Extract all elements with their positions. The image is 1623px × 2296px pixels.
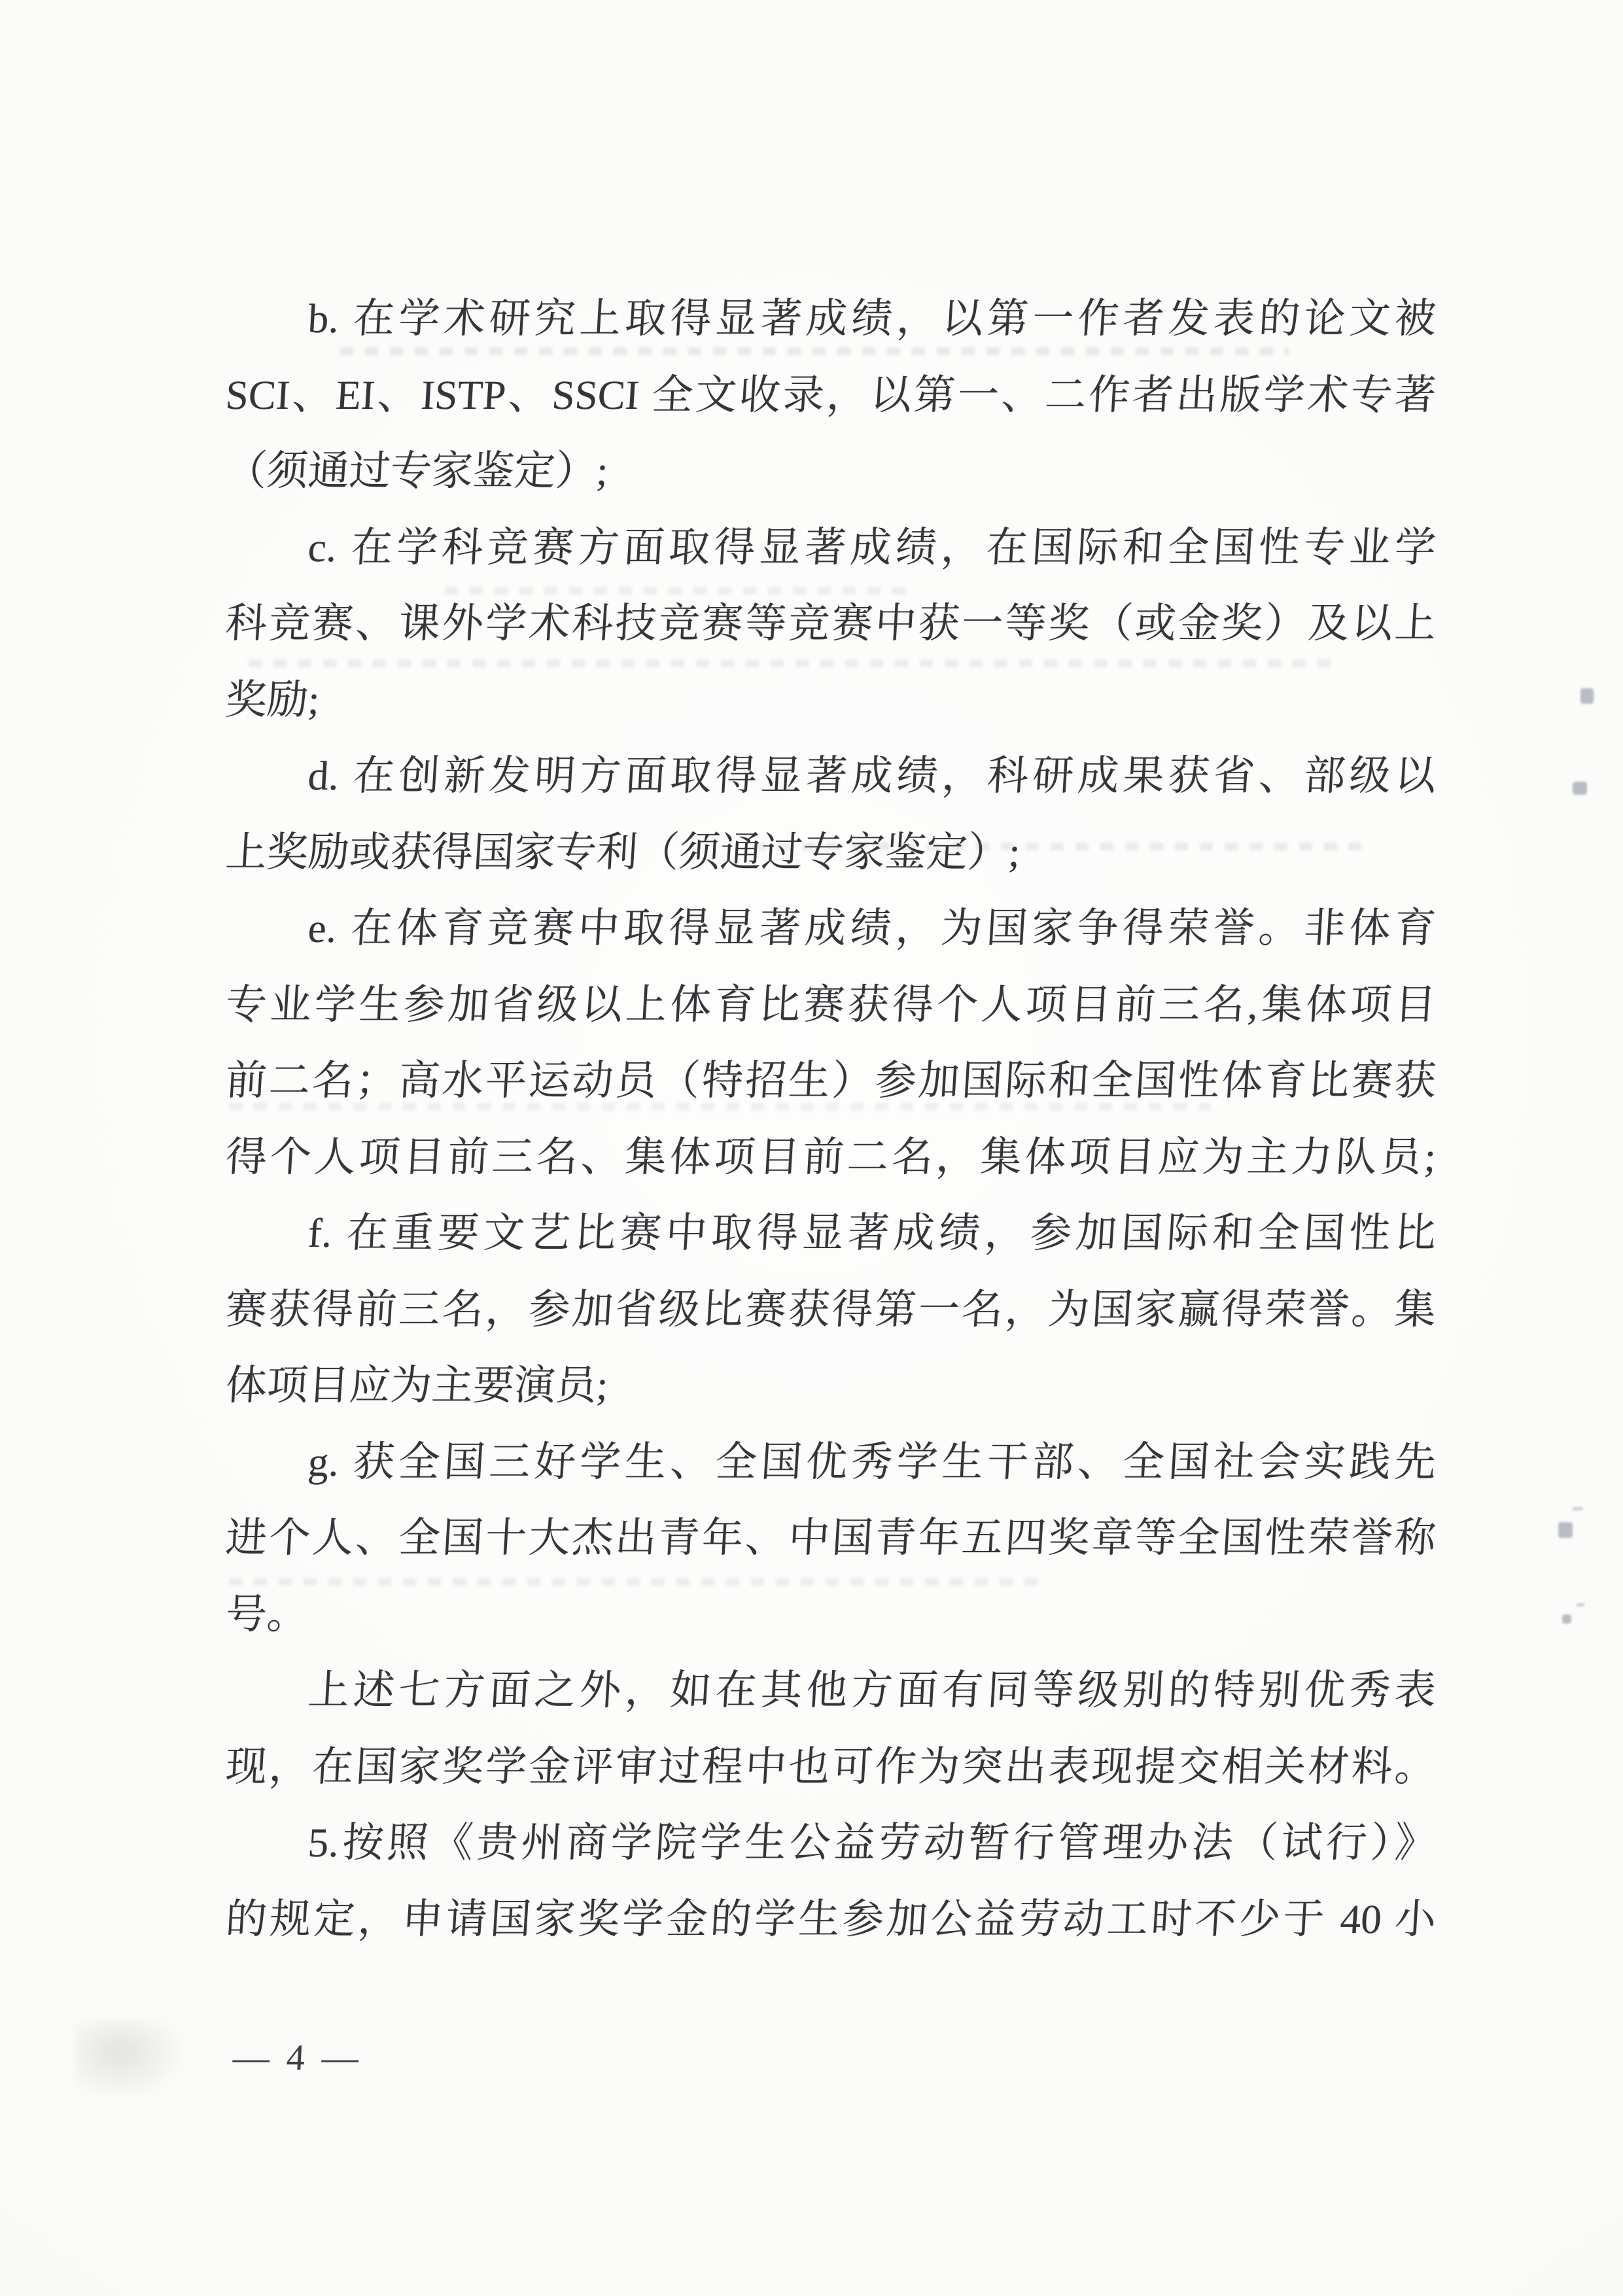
text-line: 的规定，申请国家奖学金的学生参加公益劳动工时不少于 40 小 [224, 1896, 1438, 1942]
text-line: 体项目应为主要演员; [224, 1363, 610, 1408]
scan-stain [75, 2021, 186, 2100]
text-line: 赛获得前三名，参加省级比赛获得第一名，为国家赢得荣誉。集 [224, 1286, 1438, 1332]
text-line: 进个人、全国十大杰出青年、中国青年五四奖章等全国性荣誉称 [224, 1515, 1438, 1561]
scan-artifact [1573, 1507, 1583, 1510]
scan-bleedthrough [752, 843, 1361, 850]
text-line: 前二名；高水平运动员（特招生）参加国际和全国性体育比赛获 [224, 1058, 1438, 1104]
text-line: 奖励; [224, 676, 321, 723]
scan-artifact [1573, 782, 1587, 795]
scan-artifact [1580, 688, 1594, 704]
text-line: b. 在学术研究上取得显著成绩，以第一作者发表的论文被 [306, 296, 1438, 341]
text-line: e. 在体育竞赛中取得显著成绩，为国家争得荣誉。非体育 [306, 905, 1438, 951]
scan-artifact [1562, 1614, 1571, 1624]
scan-bleedthrough [229, 1103, 1210, 1111]
text-line: 5.按照《贵州商学院学生公益劳动暂行管理办法（试行）》 [306, 1820, 1438, 1866]
text-line: SCI、EI、ISTP、SSCI 全文收录，以第一、二作者出版学术专著 [224, 372, 1438, 418]
scan-artifact [1558, 1522, 1573, 1538]
paragraph [226, 1195, 1436, 1424]
text-line: 专业学生参加省级以上体育比赛获得个人项目前三名,集体项目 [224, 981, 1438, 1028]
paragraph [226, 890, 1436, 1195]
scan-bleedthrough [445, 587, 916, 595]
paragraph [226, 510, 1436, 739]
text-line: 得个人项目前三名、集体项目前二名，集体项目应为主力队员; [224, 1134, 1438, 1180]
text-line: 号。 [224, 1591, 310, 1637]
paragraph [226, 1805, 1436, 1957]
page-number: — 4 — [232, 2038, 364, 2078]
text-line: d. 在创新发明方面取得显著成绩，科研成果获省、部级以 [306, 753, 1438, 799]
text-line: 现，在国家奖学金评审过程中也可作为突出表现提交相关材料。 [224, 1743, 1438, 1790]
scan-artifact [1577, 1603, 1584, 1607]
scan-bleedthrough [229, 1578, 1047, 1586]
text-line: f. 在重要文艺比赛中取得显著成绩，参加国际和全国性比 [306, 1210, 1438, 1256]
text-line: g. 获全国三好学生、全国优秀学生干部、全国社会实践先 [306, 1438, 1438, 1485]
document-body [226, 281, 1436, 1957]
text-line: 科竞赛、课外学术科技竞赛等竞赛中获一等奖（或金奖）及以上 [224, 600, 1438, 646]
paragraph [226, 738, 1436, 890]
text-line: c. 在学科竞赛方面取得显著成绩，在国际和全国性专业学 [306, 524, 1438, 570]
text-line: 上述七方面之外，如在其他方面有同等级别的特别优秀表 [306, 1667, 1438, 1713]
paragraph [226, 281, 1436, 510]
scan-bleedthrough [249, 659, 1335, 667]
text-line: 上奖励或获得国家专利（须通过专家鉴定）; [224, 829, 1022, 875]
scan-bleedthrough [340, 347, 1289, 355]
text-line: （须通过专家鉴定）; [224, 448, 610, 494]
paragraph [226, 1424, 1436, 1653]
paragraph [226, 1652, 1436, 1805]
